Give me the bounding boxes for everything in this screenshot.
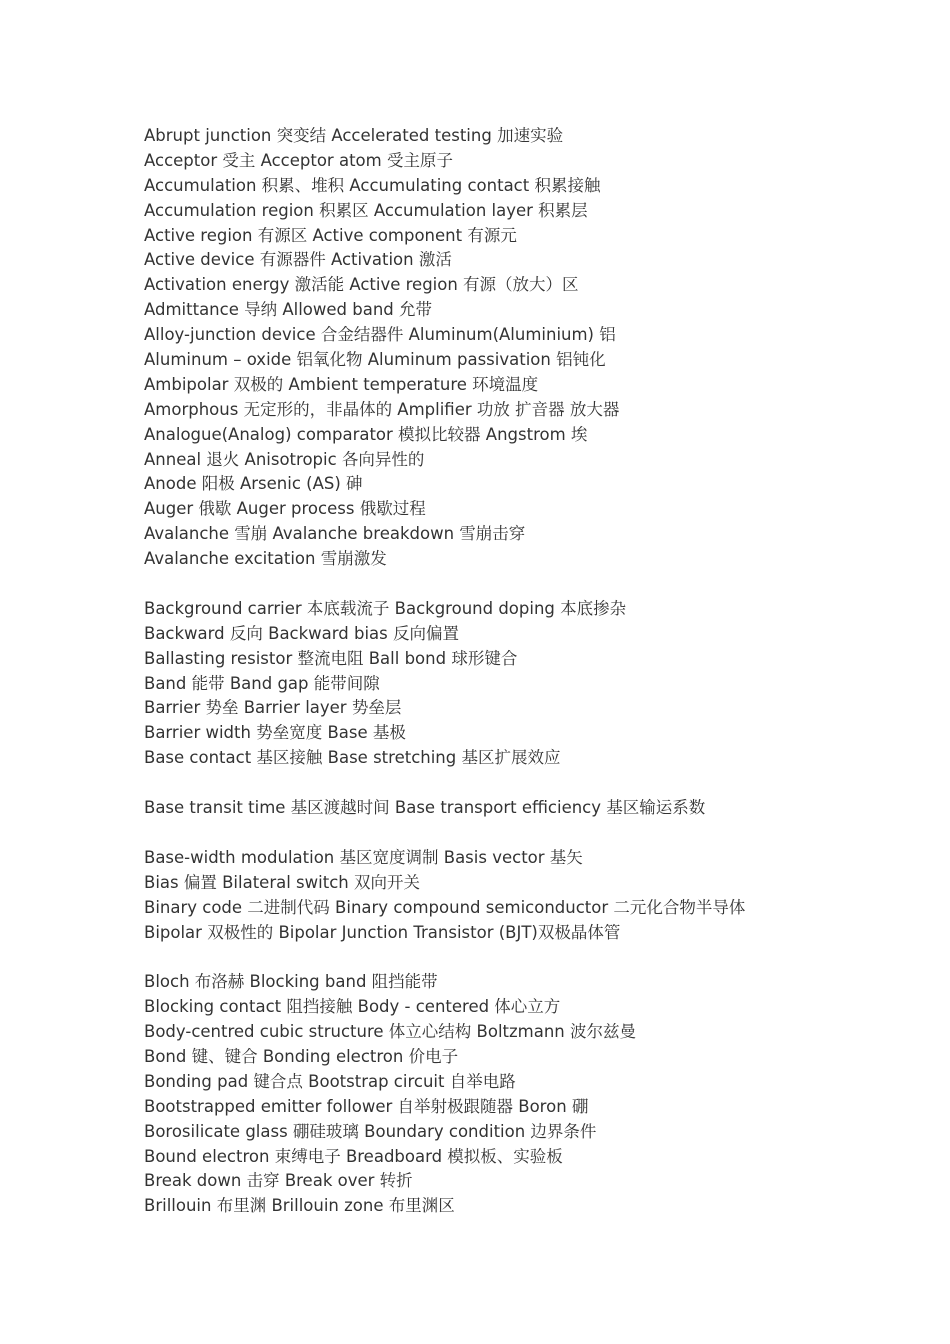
glossary-line: Amorphous 无定形的，非晶体的 Amplifier 功放 扩音器 放大器: [144, 399, 620, 419]
glossary-line: Bootstrapped emitter follower 自举射极跟随器 Boron 硼: [144, 1096, 589, 1116]
glossary-line: Acceptor 受主 Acceptor atom 受主原子: [144, 150, 453, 170]
glossary-line: Anode 阳极 Arsenic (AS) 砷: [144, 474, 363, 494]
glossary-line: Bias 偏置 Bilateral switch 双向开关: [144, 872, 420, 892]
glossary-line: Admittance 导纳 Allowed band 允带: [144, 300, 433, 320]
glossary-line: Bipolar 双极性的 Bipolar Junction Transistor (BJT)双极晶体管: [144, 922, 621, 942]
glossary-line: Ambipolar 双极的 Ambient temperature 环境温度: [144, 374, 539, 394]
glossary-line: Base transit time 基区渡越时间 Base transport efficiency 基区输运系数: [144, 798, 706, 818]
glossary-line: Blocking contact 阻挡接触 Body - centered 体心立方: [144, 997, 561, 1017]
glossary-line: Base contact 基区接触 Base stretching 基区扩展效应: [144, 748, 561, 768]
glossary-line: Auger 俄歇 Auger process 俄歇过程: [144, 499, 426, 519]
glossary-line: Base-width modulation 基区宽度调制 Basis vector 基矢: [144, 847, 583, 867]
glossary-line: Bloch 布洛赫 Blocking band 阻挡能带: [144, 972, 438, 992]
glossary-line: Barrier width 势垒宽度 Base 基极: [144, 723, 406, 743]
glossary-line: Break down 击穿 Break over 转折: [144, 1171, 413, 1191]
glossary-block-b4: [144, 970, 924, 1219]
glossary-block-b1: [144, 597, 924, 771]
glossary-line: Anneal 退火 Anisotropic 各向异性的: [144, 449, 425, 469]
glossary-line: Activation energy 激活能 Active region 有源（放大）区: [144, 275, 579, 295]
glossary-line: Avalanche excitation 雪崩激发: [144, 549, 387, 569]
glossary-line: Aluminum – oxide 铝氧化物 Aluminum passivation 铝钝化: [144, 350, 606, 370]
glossary-line: Borosilicate glass 硼硅玻璃 Boundary condition 边界条件: [144, 1121, 597, 1141]
glossary-line: Body-centred cubic structure 体立心结构 Boltzmann 波尔兹曼: [144, 1022, 637, 1042]
glossary-line: Background carrier 本底载流子 Background doping 本底掺杂: [144, 598, 627, 618]
glossary-line: Analogue(Analog) comparator 模拟比较器 Angstrom 埃: [144, 424, 588, 444]
glossary-line: Accumulation region 积累区 Accumulation layer 积累层: [144, 200, 588, 220]
glossary-line: Barrier 势垒 Barrier layer 势垒层: [144, 698, 402, 718]
glossary-line: Backward 反向 Backward bias 反向偏置: [144, 623, 460, 643]
block-spacer: [144, 572, 924, 597]
glossary-line: Binary code 二进制代码 Binary compound semiconductor 二元化合物半导体: [144, 897, 746, 917]
block-spacer: [144, 945, 924, 970]
glossary-line: Bonding pad 键合点 Bootstrap circuit 自举电路: [144, 1071, 516, 1091]
glossary-line: Band 能带 Band gap 能带间隙: [144, 673, 380, 693]
block-spacer: [144, 771, 924, 796]
glossary-line: Accumulation 积累、堆积 Accumulating contact 积累接触: [144, 175, 601, 195]
glossary-line: Bond 键、键合 Bonding electron 价电子: [144, 1046, 459, 1066]
glossary-line: Alloy-junction device 合金结器件 Aluminum(Aluminium) 铝: [144, 325, 616, 345]
glossary-block-b2: [144, 796, 924, 821]
glossary-line: Ballasting resistor 整流电阻 Ball bond 球形键合: [144, 648, 518, 668]
glossary-block-b3: [144, 846, 924, 946]
glossary-line: Active device 有源器件 Activation 激活: [144, 250, 452, 270]
glossary-line: Abrupt junction 突变结 Accelerated testing 加速实验: [144, 126, 564, 145]
glossary-line: Active region 有源区 Active component 有源元: [144, 225, 517, 245]
glossary-block-a: [144, 124, 924, 572]
glossary-line: Brillouin 布里渊 Brillouin zone 布里渊区: [144, 1196, 455, 1216]
glossary-line: Bound electron 束缚电子 Breadboard 模拟板、实验板: [144, 1146, 563, 1166]
block-spacer: [144, 821, 924, 846]
glossary-line: Avalanche 雪崩 Avalanche breakdown 雪崩击穿: [144, 524, 526, 544]
glossary-page: [144, 124, 924, 1219]
